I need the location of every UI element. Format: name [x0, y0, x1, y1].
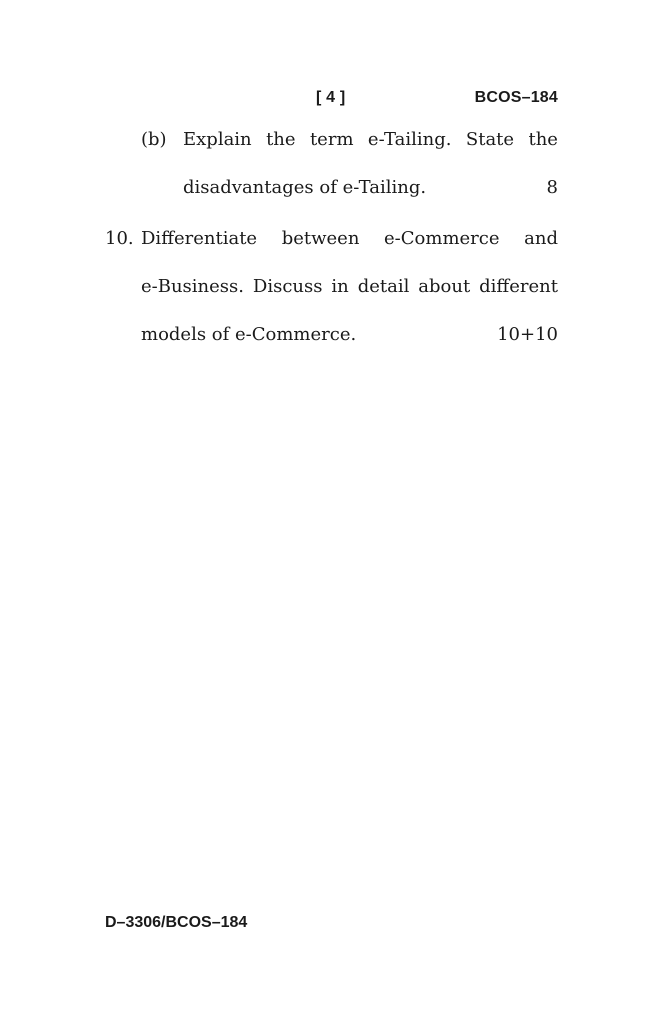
q10-marks: 10+10	[497, 324, 558, 345]
word: between	[281, 228, 360, 249]
word: and	[524, 228, 558, 249]
paper-code: BCOS–184	[474, 89, 558, 106]
word: about	[418, 276, 471, 297]
word: in	[331, 276, 349, 297]
word: State	[465, 129, 515, 150]
word: term	[309, 129, 354, 150]
word: Differentiate	[141, 228, 258, 249]
q10-line-1	[141, 228, 558, 250]
word: e-Tailing.	[367, 129, 452, 150]
word: Explain	[183, 129, 252, 150]
question-number: 10.	[105, 228, 134, 249]
word: Discuss	[252, 276, 323, 297]
q9b-marks: 8	[546, 177, 558, 198]
q10-line-2	[141, 276, 558, 298]
word: the	[266, 129, 296, 150]
word: e-Commerce	[384, 228, 500, 249]
q9b-line-2: disadvantages of e-Tailing.	[183, 177, 427, 198]
q10-line-3: models of e-Commerce.	[141, 324, 357, 345]
word: the	[528, 129, 558, 150]
subquestion-label: (b)	[141, 129, 167, 150]
word: detail	[357, 276, 410, 297]
word: different	[479, 276, 558, 297]
page-number: [ 4 ]	[316, 89, 346, 106]
q9b-line-1	[183, 129, 558, 151]
footer-code: D–3306/BCOS–184	[105, 914, 248, 931]
word: e-Business.	[141, 276, 244, 297]
